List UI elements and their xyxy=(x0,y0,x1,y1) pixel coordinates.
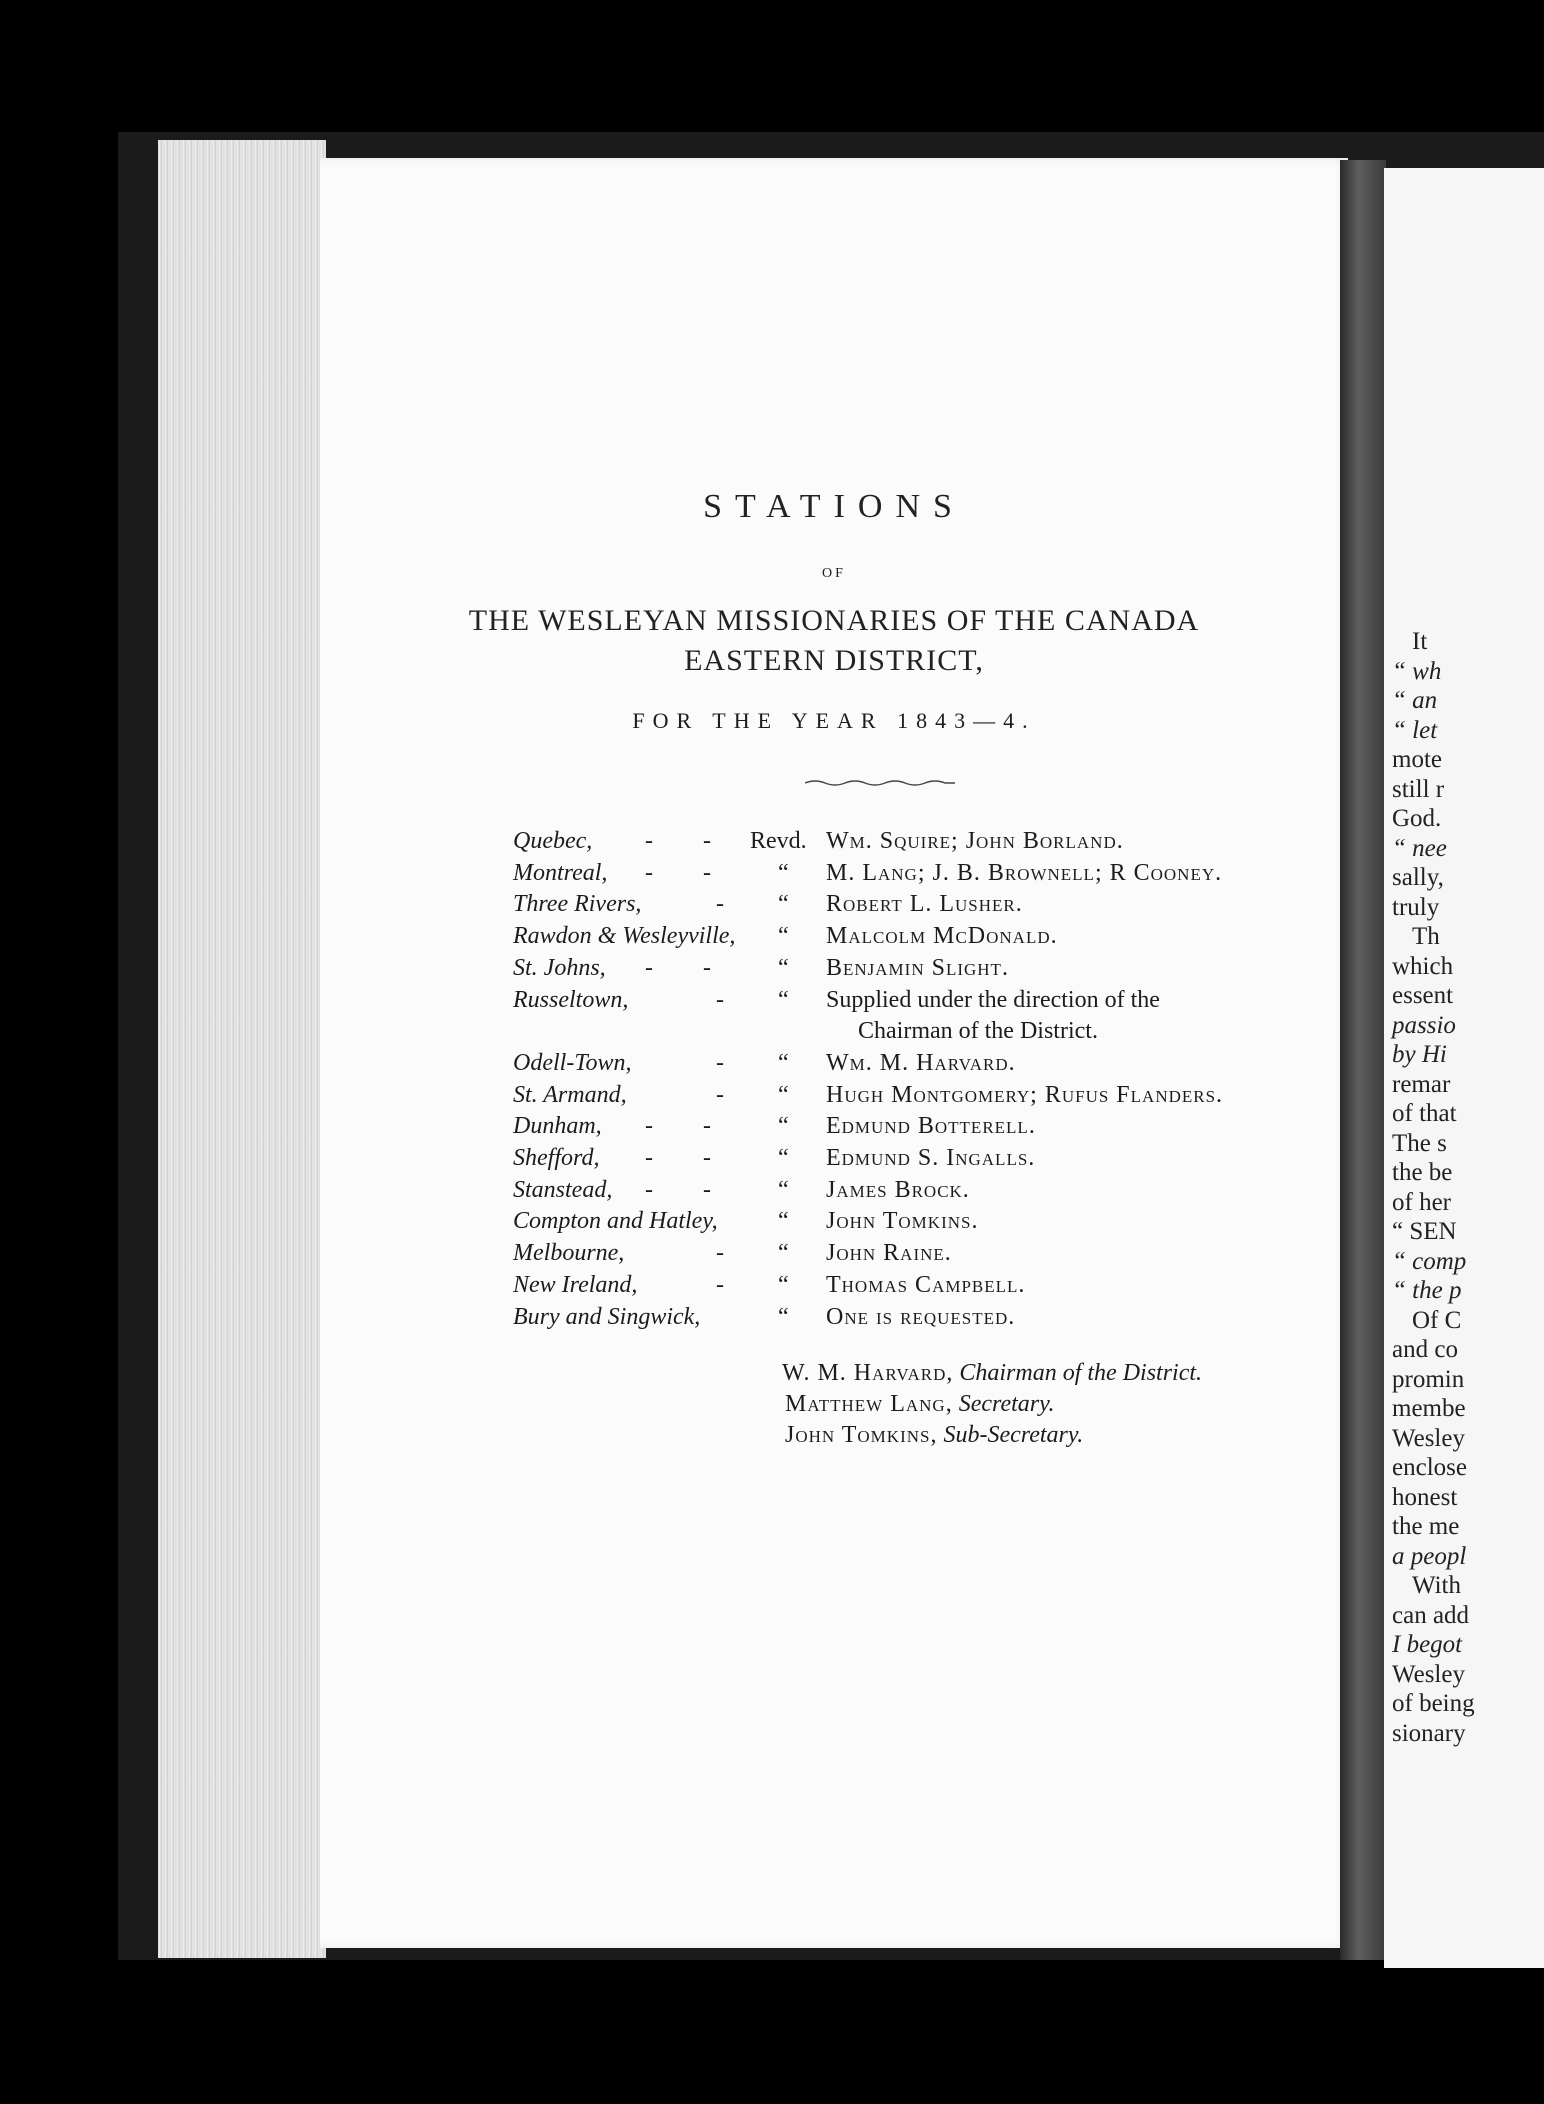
facing-page-line: the me xyxy=(1392,1513,1460,1540)
station-dashes: - - xyxy=(645,954,733,981)
facing-page-line: can add xyxy=(1392,1601,1470,1629)
station-place: Dunham, xyxy=(513,1113,602,1140)
station-ministers: One is requested. xyxy=(826,1303,1016,1330)
facing-page-line: truly xyxy=(1392,893,1440,921)
station-place: Three Rivers, xyxy=(513,891,642,918)
facing-page-line: passio xyxy=(1392,1011,1456,1039)
station-dashes: - - xyxy=(645,859,733,886)
signature-role: Secretary. xyxy=(958,1391,1055,1417)
facing-page-line: which xyxy=(1392,952,1454,980)
facing-page-line: of being xyxy=(1392,1690,1475,1717)
facing-page-line: “ the p xyxy=(1392,1277,1462,1304)
station-dashes: - xyxy=(716,1271,746,1298)
station-ministers: Robert L. Lusher. xyxy=(826,891,1023,918)
facing-page-line: sally, xyxy=(1392,864,1444,891)
facing-page-line: still r xyxy=(1392,775,1445,803)
signature-name: John Tomkins, xyxy=(785,1422,938,1448)
facing-page-line: It xyxy=(1412,628,1428,655)
station-dashes: - xyxy=(716,1240,746,1267)
station-ministers: Thomas Campbell. xyxy=(826,1271,1026,1298)
facing-page-line: promin xyxy=(1392,1365,1465,1393)
station-dashes: - - xyxy=(645,1176,733,1203)
station-mark: “ xyxy=(778,1081,789,1108)
facing-page-line: and co xyxy=(1392,1336,1458,1363)
station-place: Stanstead, xyxy=(513,1176,613,1203)
station-place: Rawdon & Wesleyville, xyxy=(513,923,736,950)
station-mark: “ xyxy=(778,954,789,981)
page-gutter xyxy=(1340,160,1386,1960)
station-place: St. Armand, xyxy=(513,1081,627,1108)
station-ministers: Edmund S. Ingalls. xyxy=(826,1145,1036,1171)
station-mark: “ xyxy=(778,986,789,1013)
facing-page xyxy=(1384,168,1544,1968)
signature-line xyxy=(785,1391,1054,1418)
facing-page-line: of her xyxy=(1392,1188,1451,1216)
station-place: Quebec, xyxy=(513,828,593,854)
station-ministers-continued: Chairman of the District. xyxy=(858,1018,1098,1045)
signature-role: Sub-Secretary. xyxy=(943,1422,1084,1448)
station-mark: “ xyxy=(778,1145,789,1171)
station-ministers: Hugh Montgomery; Rufus Flanders. xyxy=(826,1081,1224,1108)
station-place: Shefford, xyxy=(513,1145,600,1171)
station-dashes: - - xyxy=(645,1145,733,1171)
station-mark: “ xyxy=(778,1240,789,1267)
station-ministers: Wm. Squire; John Borland. xyxy=(826,828,1124,854)
station-place: St. Johns, xyxy=(513,954,606,981)
station-ministers: Supplied under the direction of the xyxy=(826,986,1160,1013)
signature-name: W. M. Harvard, xyxy=(782,1360,954,1386)
station-ministers: John Raine. xyxy=(826,1240,952,1267)
facing-page-line: a peopl xyxy=(1392,1542,1467,1570)
station-ministers: John Tomkins. xyxy=(826,1208,979,1235)
title-of: OF xyxy=(822,566,846,581)
station-mark: “ xyxy=(778,859,789,886)
station-mark: “ xyxy=(778,1176,789,1203)
facing-page-line: by Hi xyxy=(1392,1041,1447,1068)
page-title: STATIONS xyxy=(703,488,965,525)
signature-line xyxy=(782,1360,1202,1387)
facing-page-line: membe xyxy=(1392,1395,1466,1422)
station-ministers: M. Lang; J. B. Brownell; R Cooney. xyxy=(826,859,1223,886)
station-dashes: - - xyxy=(645,1113,733,1140)
station-place: Bury and Singwick, xyxy=(513,1303,701,1330)
facing-page-line: “ SEN xyxy=(1392,1218,1457,1245)
station-mark: “ xyxy=(778,891,789,918)
signature-line xyxy=(785,1422,1083,1449)
station-ministers: James Brock. xyxy=(826,1176,970,1203)
station-dashes: - xyxy=(716,891,746,918)
facing-page-line: “ let xyxy=(1392,716,1438,744)
facing-page-line: enclose xyxy=(1392,1454,1467,1481)
title-year: FOR THE YEAR 1843—4. xyxy=(632,708,1036,733)
facing-page-line: Wesley xyxy=(1392,1660,1465,1688)
station-dashes: - xyxy=(716,986,746,1013)
facing-page-line: Th xyxy=(1412,923,1440,950)
station-place: New Ireland, xyxy=(513,1271,638,1298)
station-mark: “ xyxy=(778,1303,789,1330)
facing-page-line: mote xyxy=(1392,746,1442,773)
facing-page-line: Of C xyxy=(1412,1306,1462,1334)
facing-page-line: With xyxy=(1412,1572,1461,1599)
station-ministers: Malcolm McDonald. xyxy=(826,923,1058,950)
station-mark: “ xyxy=(778,1271,789,1298)
station-ministers: Edmund Botterell. xyxy=(826,1113,1036,1140)
facing-page-line: I begot xyxy=(1392,1631,1463,1658)
station-mark: “ xyxy=(778,1208,789,1235)
station-dashes: - xyxy=(716,1081,746,1108)
station-mark: Revd. xyxy=(750,828,807,854)
ornament-divider xyxy=(805,778,955,786)
facing-page-line: “ nee xyxy=(1392,834,1447,862)
page-edges xyxy=(158,140,326,1958)
signature-name: Matthew Lang, xyxy=(785,1391,953,1417)
station-place: Montreal, xyxy=(513,859,608,886)
facing-page-line: Wesley xyxy=(1392,1424,1465,1452)
facing-page-line: remar xyxy=(1392,1070,1451,1098)
station-mark: “ xyxy=(778,1049,789,1076)
station-place: Russeltown, xyxy=(513,986,629,1013)
station-mark: “ xyxy=(778,1113,789,1140)
facing-page-line: “ comp xyxy=(1392,1247,1467,1275)
facing-page-line: the be xyxy=(1392,1159,1453,1186)
facing-page-line: “ an xyxy=(1392,687,1438,714)
title-line-2: EASTERN DISTRICT, xyxy=(684,644,984,677)
signature-role: Chairman of the District. xyxy=(959,1360,1203,1386)
station-place: Compton and Hatley, xyxy=(513,1208,718,1235)
station-mark: “ xyxy=(778,923,789,950)
station-place: Odell-Town, xyxy=(513,1049,632,1076)
station-ministers: Wm. M. Harvard. xyxy=(826,1049,1016,1076)
facing-page-line: The s xyxy=(1392,1129,1447,1157)
station-place: Melbourne, xyxy=(513,1240,625,1267)
facing-page-line: “ wh xyxy=(1392,657,1442,685)
facing-page-line: honest xyxy=(1392,1483,1458,1511)
title-line-1: THE WESLEYAN MISSIONARIES OF THE CANADA xyxy=(468,604,1200,637)
station-dashes: - - xyxy=(645,828,733,854)
facing-page-line: God. xyxy=(1392,805,1442,832)
facing-page-line: of that xyxy=(1392,1100,1457,1127)
station-ministers: Benjamin Slight. xyxy=(826,954,1009,981)
facing-page-line: essent xyxy=(1392,982,1454,1009)
station-dashes: - xyxy=(716,1049,746,1076)
facing-page-line: sionary xyxy=(1392,1719,1466,1747)
